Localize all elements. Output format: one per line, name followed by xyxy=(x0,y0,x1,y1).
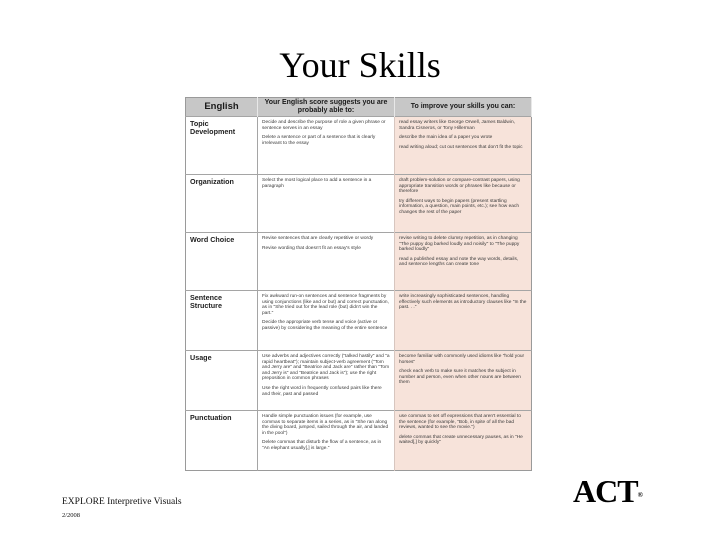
improve-item: read essay writers like George Orwell, James Baldwin, Sandra Cisneros, or Tony Hillerman xyxy=(399,120,515,131)
improve-cell xyxy=(395,351,532,411)
improve-item: revise writing to delete clumsy repetition, as in changing "The puppy dog barked loudly and noisily" to "The puppy barked loudly" xyxy=(399,236,520,253)
topic-label: Organization xyxy=(186,175,258,233)
table-row xyxy=(186,175,532,233)
improve-item: delete commas that create unnecessary pauses, as in "He waited[,] by quickly" xyxy=(399,434,523,446)
improve-item: read a published essay and note the way words, details, and sentence lengths can create tone xyxy=(399,256,519,268)
can-cell xyxy=(258,411,395,471)
can-cell xyxy=(258,351,395,411)
footer-date: 2/2008 xyxy=(62,512,81,519)
table-row xyxy=(186,351,532,411)
can-item: Fix awkward run-on sentences and sentence fragments by using conjunctions (like and or but) and correct punctuation, as in "She tried out for the lead role (but) didn't win the part." xyxy=(262,294,389,316)
can-item: Delete commas that disturb the flow of a sentence, as in "An elephant usually[,] is large." xyxy=(262,440,382,451)
improve-cell xyxy=(395,233,532,291)
improve-cell xyxy=(395,291,532,351)
improve-item: write increasingly sophisticated sentences, handling effectively such elements as introductory clauses like "In the past. . ." xyxy=(399,294,527,311)
improve-item: become familiar with commonly used idioms like "hold your horses" xyxy=(399,354,525,365)
act-logo-text: ACT xyxy=(573,473,638,509)
can-item: Select the most logical place to add a sentence in a paragraph xyxy=(262,178,372,189)
can-cell xyxy=(258,291,395,351)
topic-label: Word Choice xyxy=(186,233,258,291)
improve-item: draft problem-solution or compare-contrast papers, using appropriate transition words or phrases like because or therefore xyxy=(399,178,520,195)
can-item: Delete a sentence or part of a sentence that is clearly irrelevant to the essay xyxy=(262,135,376,146)
topic-label: Usage xyxy=(186,351,258,411)
registered-mark: ® xyxy=(637,491,643,499)
can-item: Revise sentences that are clearly repetitive or wordy xyxy=(262,236,374,241)
improve-item: read writing aloud; cut out sentences that don't fit the topic xyxy=(399,144,523,150)
can-item: Revise wording that doesn't fit an essay's style xyxy=(262,245,361,251)
can-item: Decide the appropriate verb tense and voice (active or passive) by considering the meaning of the entire sentence xyxy=(262,320,388,331)
can-item: Decide and describe the purpose of role a given phrase or sentence serves in an essay xyxy=(262,120,386,131)
skills-table xyxy=(185,97,532,471)
act-logo xyxy=(573,474,665,508)
improve-header: To improve your skills you can: xyxy=(395,98,532,117)
can-header: Your English score suggests you are probably able to: xyxy=(258,98,395,117)
slide-title: Your Skills xyxy=(279,45,441,85)
topic-label: Topic Development xyxy=(186,117,258,175)
improve-item: check each verb to make sure it matches the subject in number and person, even when other nouns are between them xyxy=(399,369,521,386)
footer-title: EXPLORE Interpretive Visuals xyxy=(62,497,182,507)
improve-cell xyxy=(395,117,532,175)
improve-item: try different ways to begin papers (present startling information, a question, main points, etc.); see how each changes the rest of the paper xyxy=(399,198,519,215)
can-cell xyxy=(258,175,395,233)
improve-cell xyxy=(395,411,532,471)
can-item: Handle simple punctuation issues (for example, use commas to separate items in a series, as in "She ran along the diving board, jumped, sailed through the air, and landed in the pool") xyxy=(262,414,389,436)
can-item: Use the right word in frequently confused pairs like there and their, past and passed xyxy=(262,385,382,397)
topic-label: Punctuation xyxy=(186,411,258,471)
can-cell xyxy=(258,117,395,175)
table-row xyxy=(186,117,532,175)
improve-item: describe the main idea of a paper you wrote xyxy=(399,135,493,141)
table-row xyxy=(186,233,532,291)
can-item: Use adverbs and adjectives correctly ("talked hastily" and "a rapid heartbeat"); maintain subject-verb agreement ("Tom and Jerry are" and "Beatrice and Jack are" rather than "Tom and Jerry is" and "Beatrice and Jack is"); use the right preposition in common phrases xyxy=(262,354,390,382)
improve-cell xyxy=(395,175,532,233)
table-header-row xyxy=(186,98,532,117)
improve-item: use commas to set off expressions that aren't essential to the sentence (for example, "Bob, in spite of all the bad reviews, wanted to see the movie.") xyxy=(399,414,521,431)
topic-label: Sentence Structure xyxy=(186,291,258,351)
can-cell xyxy=(258,233,395,291)
table-row xyxy=(186,291,532,351)
subject-header: English xyxy=(186,98,258,117)
table-row xyxy=(186,411,532,471)
